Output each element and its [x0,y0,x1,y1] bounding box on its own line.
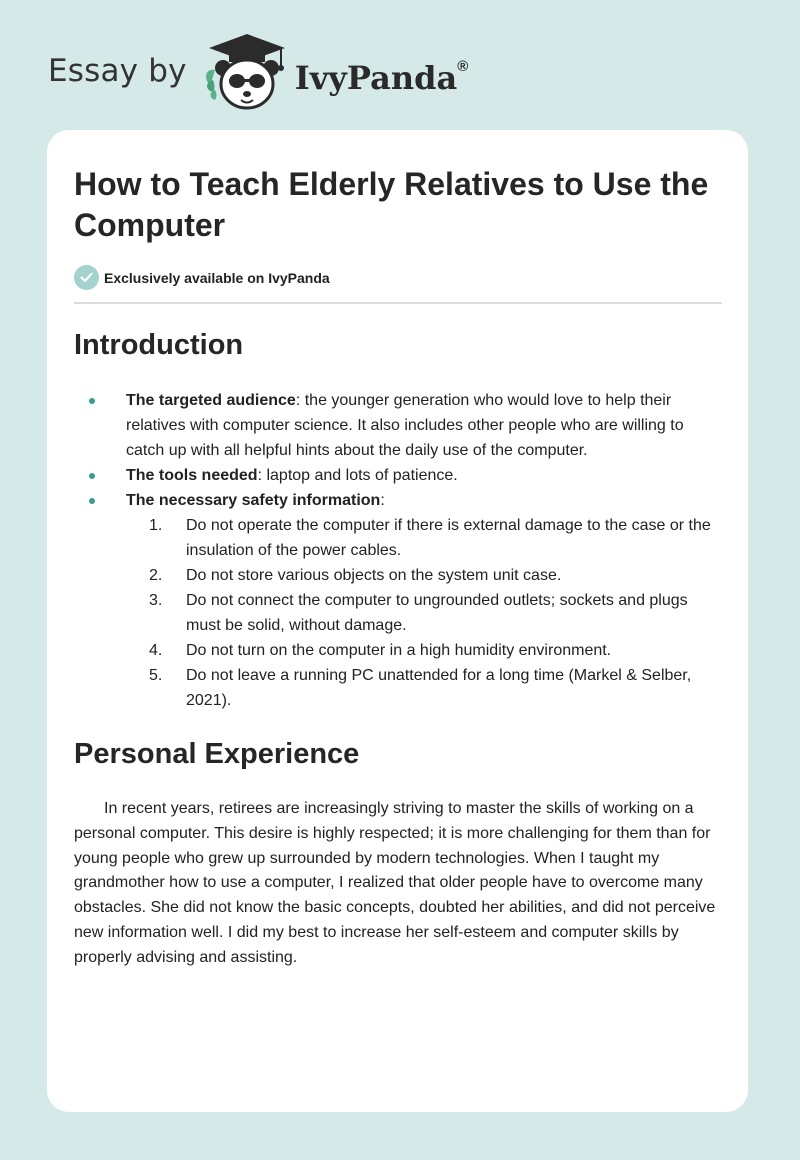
list-item: 4. Do not turn on the computer in a high humidity environment. [149,642,612,659]
list-item: 3. Do not connect the computer to ungrounded outlets; sockets and plugs must be solid, without damage. [149,592,688,634]
list-item: 1. Do not operate the computer if there is external damage to the case or the insulation of the power cables. [149,517,711,559]
essay-card [47,130,748,1112]
section-heading-introduction: Introduction [74,329,244,361]
list-item: 5. Do not leave a running PC unattended for a long time (Markel & Selber, 2021). [149,667,692,709]
site-header [48,30,468,120]
intro-bullet-list [74,388,722,713]
list-item: The targeted audience: the younger generation who would love to help their relatives with computer science. It also includes other people who are willing to catch up with all helpful hints about the daily use of the computer. [74,388,722,463]
safety-numbered-list [126,513,722,713]
body-paragraph: In recent years, retirees are increasingly striving to master the skills of working on a personal computer. This desire is highly respected; it is more challenging for them than for young people who grew up surrounded by modern technologies. When I taught my grandmother how to use a computer, I realized that older people have to overcome many obstacles. She did not know the basic concepts, doubted her abilities, and did not perceive new information well. I did my best to increase her self-esteem and computer skills by properly advising and assisting. [74,800,716,966]
list-item: 2. Do not store various objects on the system unit case. [149,567,562,584]
panda-graduate-icon [201,32,293,112]
exclusive-badge [74,265,722,290]
section-heading-personal-experience: Personal Experience [74,738,360,770]
divider [74,302,722,304]
registered-mark: ® [457,57,469,75]
bullet-dot [89,473,95,479]
bullet-dot [89,398,95,404]
check-icon [74,265,99,290]
exclusive-text: Exclusively available on IvyPanda [104,269,330,286]
list-item: The necessary safety information: 1. Do not operate the computer if there is external damage to the case or the insulation of the power cables. 2. Do not store various objects on the system unit case. 3. Do not connect the computer to ungrounded outlets; sockets and plugs must be solid, without damage. 4. Do not turn on the computer in a high humidity environment. 5. Do not leave a running PC unattended for a long time (Markel & Selber, 2021). [74,488,722,713]
list-item: The tools needed: laptop and lots of patience. [74,463,722,488]
essay-by-label: Essay by [48,53,187,89]
bullet-dot [89,498,95,504]
brand-name: IvyPanda® [294,57,469,97]
page-title: How to Teach Elderly Relatives to Use the Computer [74,166,709,243]
